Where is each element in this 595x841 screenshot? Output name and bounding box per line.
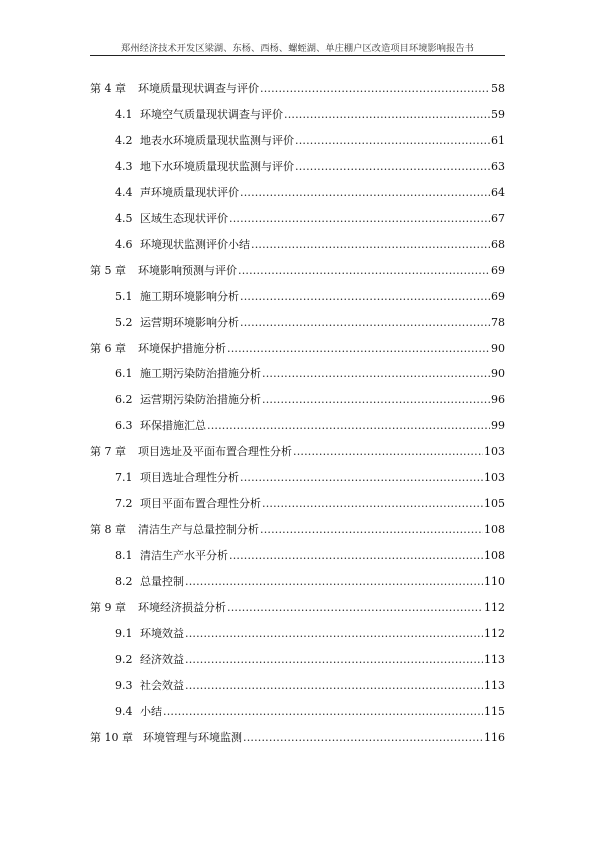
toc-entry-page-number: 108 (484, 523, 505, 537)
toc-entry-title: 地下水环境质量现状监测与评价 (140, 159, 294, 173)
toc-dot-leader (163, 703, 483, 721)
toc-entry-number: 4.3 (115, 159, 133, 173)
toc-entry-line (140, 469, 505, 487)
toc-entry-line (140, 703, 505, 721)
toc-entry-number: 5.2 (115, 315, 133, 329)
toc-entry-title: 运营期环境影响分析 (140, 315, 239, 329)
toc-section-entry[interactable] (0, 495, 595, 513)
toc-entry-number: 8.1 (115, 549, 133, 563)
toc-section-entry[interactable] (0, 365, 595, 383)
toc-entry-number: 6.3 (115, 419, 133, 433)
toc-entry-number: 4.1 (115, 107, 133, 121)
toc-entry-line (138, 80, 505, 98)
toc-entry-page-number: 105 (484, 497, 505, 511)
toc-section-entry[interactable] (0, 573, 595, 591)
toc-entry-page-number: 63 (491, 159, 505, 173)
toc-chapter-entry[interactable] (0, 340, 595, 358)
toc-entry-number: 4.2 (115, 133, 133, 147)
toc-dot-leader (240, 184, 490, 202)
toc-entry-number: 4.5 (115, 211, 133, 225)
toc-entry-title: 环境现状监测评价小结 (140, 237, 250, 251)
toc-dot-leader (227, 340, 490, 358)
toc-entry-title: 清洁生产与总量控制分析 (138, 523, 259, 537)
toc-entry-title: 地表水环境质量现状监测与评价 (140, 133, 294, 147)
toc-dot-leader (240, 314, 490, 332)
toc-chapter-entry[interactable] (0, 729, 595, 747)
toc-entry-line (140, 365, 505, 383)
toc-entry-line (140, 106, 505, 124)
toc-entry-title: 环境效益 (140, 626, 184, 640)
toc-dot-leader (284, 106, 490, 124)
toc-dot-leader (227, 599, 483, 617)
toc-section-entry[interactable] (0, 547, 595, 565)
toc-entry-title: 施工期环境影响分析 (140, 289, 239, 303)
toc-entry-line (140, 625, 505, 643)
toc-section-entry[interactable] (0, 417, 595, 435)
toc-entry-page-number: 110 (484, 575, 505, 589)
toc-entry-number: 6.2 (115, 393, 133, 407)
toc-dot-leader (260, 80, 490, 98)
toc-section-entry[interactable] (0, 288, 595, 306)
toc-entry-number: 9.1 (115, 626, 133, 640)
toc-section-entry[interactable] (0, 677, 595, 695)
page-header-title: 郑州经济技术开发区梁湖、东杨、西杨、螺蛭湖、单庄棚户区改造项目环境影响报告书 (121, 43, 474, 54)
toc-dot-leader (293, 443, 483, 461)
toc-dot-leader (295, 132, 490, 150)
toc-entry-page-number: 67 (491, 211, 505, 225)
toc-entry-page-number: 115 (484, 704, 505, 718)
toc-entry-line (140, 210, 505, 228)
toc-entry-title: 环境质量现状调查与评价 (138, 82, 259, 95)
toc-entry-line (140, 677, 505, 695)
toc-dot-leader (243, 729, 483, 747)
toc-entry-number: 第 5 章 (90, 263, 126, 277)
toc-entry-number: 第 4 章 (90, 82, 126, 95)
toc-entry-line (138, 443, 505, 461)
toc-entry-title: 清洁生产水平分析 (140, 549, 228, 563)
toc-entry-number: 第 7 章 (90, 445, 126, 459)
toc-entry-line (140, 547, 505, 565)
toc-entry-title: 小结 (140, 704, 162, 718)
toc-entry-page-number: 113 (484, 652, 505, 666)
toc-entry-page-number: 78 (491, 315, 505, 329)
toc-entry-title: 声环境质量现状评价 (140, 185, 239, 199)
toc-entry-number: 第 9 章 (90, 601, 126, 614)
toc-entry-title: 环境经济损益分析 (138, 601, 226, 614)
toc-entry-number: 5.1 (115, 289, 133, 303)
toc-entry-number: 9.3 (115, 678, 133, 692)
toc-entry-page-number: 113 (484, 678, 505, 692)
toc-section-entry[interactable] (0, 469, 595, 487)
toc-entry-line (138, 262, 505, 280)
toc-entry-number: 4.6 (115, 237, 133, 251)
toc-entry-page-number: 68 (491, 237, 505, 251)
toc-entry-page-number: 90 (491, 341, 505, 355)
toc-entry-title: 环境管理与环境监测 (143, 730, 242, 744)
toc-chapter-entry[interactable] (0, 521, 595, 539)
toc-entry-line (140, 132, 505, 150)
toc-chapter-entry[interactable] (0, 443, 595, 461)
toc-entry-number: 第 6 章 (90, 341, 126, 355)
toc-entry-line (140, 184, 505, 202)
toc-entry-line (140, 288, 505, 306)
toc-dot-leader (295, 158, 490, 176)
toc-dot-leader (240, 469, 483, 487)
toc-entry-page-number: 103 (484, 445, 505, 459)
toc-dot-leader (251, 236, 490, 254)
toc-entry-line (140, 236, 505, 254)
toc-entry-page-number: 64 (491, 185, 505, 199)
toc-dot-leader (262, 391, 490, 409)
toc-dot-leader (229, 210, 490, 228)
toc-entry-title: 环保措施汇总 (140, 419, 206, 433)
toc-entry-page-number: 108 (484, 549, 505, 563)
toc-entry-title: 环境影响预测与评价 (138, 263, 237, 277)
toc-entry-page-number: 112 (484, 626, 505, 640)
toc-entry-line (143, 729, 505, 747)
toc-section-entry[interactable] (0, 236, 595, 254)
toc-entry-number: 7.1 (115, 471, 133, 485)
toc-entry-title: 总量控制 (140, 575, 184, 589)
toc-entry-line (140, 417, 505, 435)
toc-entry-line (140, 573, 505, 591)
toc-entry-title: 经济效益 (140, 652, 184, 666)
toc-entry-page-number: 90 (491, 367, 505, 381)
toc-entry-line (140, 495, 505, 513)
toc-dot-leader (240, 288, 490, 306)
toc-entry-line (138, 521, 505, 539)
toc-dot-leader (185, 651, 483, 669)
toc-entry-page-number: 69 (491, 263, 505, 277)
toc-dot-leader (207, 417, 490, 435)
toc-entry-page-number: 61 (491, 133, 505, 147)
toc-entry-page-number: 58 (491, 82, 505, 95)
toc-entry-number: 7.2 (115, 497, 133, 511)
toc-section-entry[interactable] (0, 184, 595, 202)
toc-entry-number: 第 10 章 (90, 730, 133, 744)
toc-entry-number: 6.1 (115, 367, 133, 381)
toc-entry-number: 9.4 (115, 704, 133, 718)
header-divider (90, 55, 505, 56)
toc-entry-line (138, 599, 505, 617)
toc-dot-leader (262, 495, 483, 513)
toc-section-entry[interactable] (0, 132, 595, 150)
toc-dot-leader (185, 677, 483, 695)
toc-entry-line (140, 158, 505, 176)
toc-section-entry[interactable] (0, 158, 595, 176)
toc-entry-line (140, 314, 505, 332)
toc-chapter-entry[interactable] (0, 599, 595, 617)
toc-entry-number: 9.2 (115, 652, 133, 666)
toc-entry-title: 环境空气质量现状调查与评价 (140, 107, 283, 121)
toc-entry-page-number: 59 (491, 107, 505, 121)
toc-entry-number: 4.4 (115, 185, 133, 199)
toc-dot-leader (229, 547, 483, 565)
toc-dot-leader (262, 365, 490, 383)
toc-section-entry[interactable] (0, 106, 595, 124)
toc-section-entry[interactable] (0, 703, 595, 721)
toc-entry-page-number: 69 (491, 289, 505, 303)
toc-dot-leader (185, 573, 483, 591)
toc-entry-page-number: 99 (491, 419, 505, 433)
toc-entry-page-number: 96 (491, 393, 505, 407)
toc-entry-line (140, 391, 505, 409)
toc-chapter-entry[interactable] (0, 262, 595, 280)
toc-entry-title: 运营期污染防治措施分析 (140, 393, 261, 407)
toc-entry-title: 环境保护措施分析 (138, 341, 226, 355)
toc-entry-line (138, 340, 505, 358)
toc-entry-title: 区域生态现状评价 (140, 211, 228, 225)
toc-entry-page-number: 103 (484, 471, 505, 485)
toc-section-entry[interactable] (0, 391, 595, 409)
toc-entry-number: 第 8 章 (90, 523, 126, 537)
toc-section-entry[interactable] (0, 314, 595, 332)
toc-dot-leader (185, 625, 483, 643)
toc-entry-line (140, 651, 505, 669)
toc-entry-title: 社会效益 (140, 678, 184, 692)
toc-dot-leader (238, 262, 490, 280)
toc-entry-title: 项目选址及平面布置合理性分析 (138, 445, 292, 459)
toc-entry-page-number: 116 (484, 730, 505, 744)
toc-entry-title: 项目平面布置合理性分析 (140, 497, 261, 511)
toc-entry-title: 施工期污染防治措施分析 (140, 367, 261, 381)
toc-section-entry[interactable] (0, 625, 595, 643)
toc-entry-page-number: 112 (484, 601, 505, 614)
toc-entry-number: 8.2 (115, 575, 133, 589)
toc-dot-leader (260, 521, 483, 539)
toc-entry-title: 项目选址合理性分析 (140, 471, 239, 485)
toc-section-entry[interactable] (0, 210, 595, 228)
toc-chapter-entry[interactable] (0, 80, 595, 98)
toc-section-entry[interactable] (0, 651, 595, 669)
